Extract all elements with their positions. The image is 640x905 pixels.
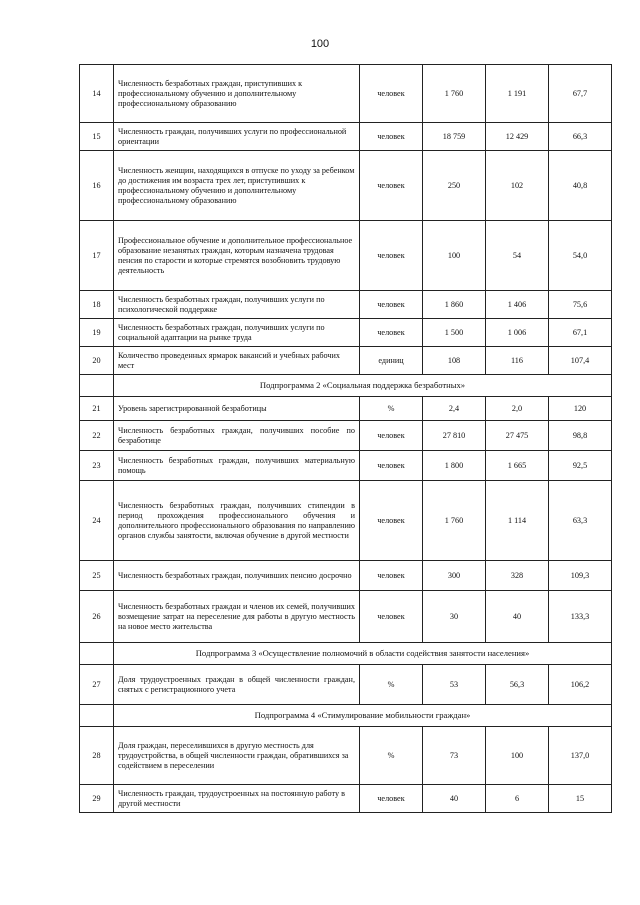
actual-value: 328 — [486, 561, 549, 591]
row-number: 18 — [80, 291, 114, 319]
indicators-table — [79, 64, 612, 813]
table-row — [80, 123, 612, 151]
indicator-description: Численность граждан, трудоустроенных на постоянную работу в другой местности — [114, 785, 360, 813]
planned-value: 108 — [423, 347, 486, 375]
indicator-description: Численность граждан, получивших услуги по профессиональной ориентации — [114, 123, 360, 151]
table-row — [80, 291, 612, 319]
indicators-table-body — [80, 65, 612, 813]
table-row — [80, 451, 612, 481]
row-number: 16 — [80, 151, 114, 221]
row-number: 15 — [80, 123, 114, 151]
unit-of-measure: человек — [360, 65, 423, 123]
planned-value: 250 — [423, 151, 486, 221]
completion-percent: 54,0 — [549, 221, 612, 291]
planned-value: 100 — [423, 221, 486, 291]
completion-percent: 98,8 — [549, 421, 612, 451]
table-row — [80, 727, 612, 785]
planned-value: 18 759 — [423, 123, 486, 151]
planned-value: 27 810 — [423, 421, 486, 451]
row-number — [80, 705, 114, 727]
unit-of-measure: человек — [360, 151, 423, 221]
indicator-description: Численность безработных граждан и членов их семей, получивших возмещение затрат на переселение для работы в другую местность на новое место жительства — [114, 591, 360, 643]
planned-value: 1 500 — [423, 319, 486, 347]
table-row — [80, 481, 612, 561]
actual-value: 1 114 — [486, 481, 549, 561]
unit-of-measure: человек — [360, 561, 423, 591]
planned-value: 1 800 — [423, 451, 486, 481]
section-row — [80, 375, 612, 397]
table-row — [80, 221, 612, 291]
planned-value: 40 — [423, 785, 486, 813]
table-row — [80, 591, 612, 643]
row-number — [80, 375, 114, 397]
planned-value: 1 760 — [423, 65, 486, 123]
page-number: 100 — [310, 38, 330, 50]
unit-of-measure: % — [360, 397, 423, 421]
completion-percent: 106,2 — [549, 665, 612, 705]
actual-value: 6 — [486, 785, 549, 813]
actual-value: 40 — [486, 591, 549, 643]
table-row — [80, 151, 612, 221]
row-number: 29 — [80, 785, 114, 813]
indicator-description: Доля граждан, переселившихся в другую местность для трудоустройства, в общей численности граждан, обратившихся за содействием в переселении — [114, 727, 360, 785]
completion-percent: 67,7 — [549, 65, 612, 123]
table-row — [80, 347, 612, 375]
unit-of-measure: человек — [360, 123, 423, 151]
section-title: Подпрограмма 2 «Социальная поддержка безработных» — [114, 375, 612, 397]
row-number: 23 — [80, 451, 114, 481]
completion-percent: 107,4 — [549, 347, 612, 375]
actual-value: 12 429 — [486, 123, 549, 151]
actual-value: 2,0 — [486, 397, 549, 421]
actual-value: 116 — [486, 347, 549, 375]
unit-of-measure: человек — [360, 451, 423, 481]
indicator-description: Численность безработных граждан, получивших стипендии в период прохождения профессионального обучения и дополнительного профессионального образования по направлению органов службы занятости, включая обучение в другой местности — [114, 481, 360, 561]
table-row — [80, 397, 612, 421]
unit-of-measure: человек — [360, 319, 423, 347]
row-number: 24 — [80, 481, 114, 561]
indicator-description: Профессиональное обучение и дополнительное профессиональное образование незанятых граждан, которым назначена трудовая пенсия по старости и которые стремятся возобновить трудовую деятельность — [114, 221, 360, 291]
indicator-description: Численность женщин, находящихся в отпуске по уходу за ребенком до достижения им возраста трех лет, приступивших к профессиональному обучению и дополнительному профессиональному образованию — [114, 151, 360, 221]
completion-percent: 75,6 — [549, 291, 612, 319]
indicator-description: Численность безработных граждан, получивших материальную помощь — [114, 451, 360, 481]
planned-value: 2,4 — [423, 397, 486, 421]
unit-of-measure: человек — [360, 221, 423, 291]
row-number: 19 — [80, 319, 114, 347]
actual-value: 54 — [486, 221, 549, 291]
completion-percent: 63,3 — [549, 481, 612, 561]
table-row — [80, 561, 612, 591]
completion-percent: 120 — [549, 397, 612, 421]
indicator-description: Численность безработных граждан, получивших пособие по безработице — [114, 421, 360, 451]
row-number: 28 — [80, 727, 114, 785]
indicator-description: Уровень зарегистрированной безработицы — [114, 397, 360, 421]
actual-value: 1 665 — [486, 451, 549, 481]
actual-value: 1 006 — [486, 319, 549, 347]
unit-of-measure: % — [360, 727, 423, 785]
table-row — [80, 785, 612, 813]
row-number: 14 — [80, 65, 114, 123]
section-row — [80, 643, 612, 665]
table-row — [80, 665, 612, 705]
unit-of-measure: человек — [360, 481, 423, 561]
completion-percent: 109,3 — [549, 561, 612, 591]
actual-value: 102 — [486, 151, 549, 221]
table-row — [80, 421, 612, 451]
actual-value: 100 — [486, 727, 549, 785]
unit-of-measure: единиц — [360, 347, 423, 375]
indicator-description: Количество проведенных ярмарок вакансий и учебных рабочих мест — [114, 347, 360, 375]
row-number: 21 — [80, 397, 114, 421]
indicator-description: Численность безработных граждан, получивших услуги по психологической поддержке — [114, 291, 360, 319]
section-row — [80, 705, 612, 727]
table-row — [80, 65, 612, 123]
row-number: 25 — [80, 561, 114, 591]
planned-value: 73 — [423, 727, 486, 785]
actual-value: 1 406 — [486, 291, 549, 319]
row-number: 26 — [80, 591, 114, 643]
table-row — [80, 319, 612, 347]
actual-value: 27 475 — [486, 421, 549, 451]
completion-percent: 137,0 — [549, 727, 612, 785]
section-title: Подпрограмма 4 «Стимулирование мобильности граждан» — [114, 705, 612, 727]
completion-percent: 66,3 — [549, 123, 612, 151]
planned-value: 53 — [423, 665, 486, 705]
unit-of-measure: % — [360, 665, 423, 705]
indicator-description: Численность безработных граждан, получивших услуги по социальной адаптации на рынке труда — [114, 319, 360, 347]
planned-value: 30 — [423, 591, 486, 643]
row-number: 22 — [80, 421, 114, 451]
completion-percent: 15 — [549, 785, 612, 813]
row-number: 20 — [80, 347, 114, 375]
completion-percent: 133,3 — [549, 591, 612, 643]
completion-percent: 92,5 — [549, 451, 612, 481]
completion-percent: 67,1 — [549, 319, 612, 347]
unit-of-measure: человек — [360, 591, 423, 643]
row-number — [80, 643, 114, 665]
actual-value: 1 191 — [486, 65, 549, 123]
completion-percent: 40,8 — [549, 151, 612, 221]
indicator-description: Доля трудоустроенных граждан в общей численности граждан, снятых с регистрационного учета — [114, 665, 360, 705]
row-number: 27 — [80, 665, 114, 705]
unit-of-measure: человек — [360, 291, 423, 319]
section-title: Подпрограмма 3 «Осуществление полномочий в области содействия занятости населения» — [114, 643, 612, 665]
planned-value: 1 860 — [423, 291, 486, 319]
planned-value: 300 — [423, 561, 486, 591]
planned-value: 1 760 — [423, 481, 486, 561]
row-number: 17 — [80, 221, 114, 291]
indicator-description: Численность безработных граждан, получивших пенсию досрочно — [114, 561, 360, 591]
unit-of-measure: человек — [360, 421, 423, 451]
actual-value: 56,3 — [486, 665, 549, 705]
unit-of-measure: человек — [360, 785, 423, 813]
indicator-description: Численность безработных граждан, приступивших к профессиональному обучению и дополнительному профессиональному образованию — [114, 65, 360, 123]
